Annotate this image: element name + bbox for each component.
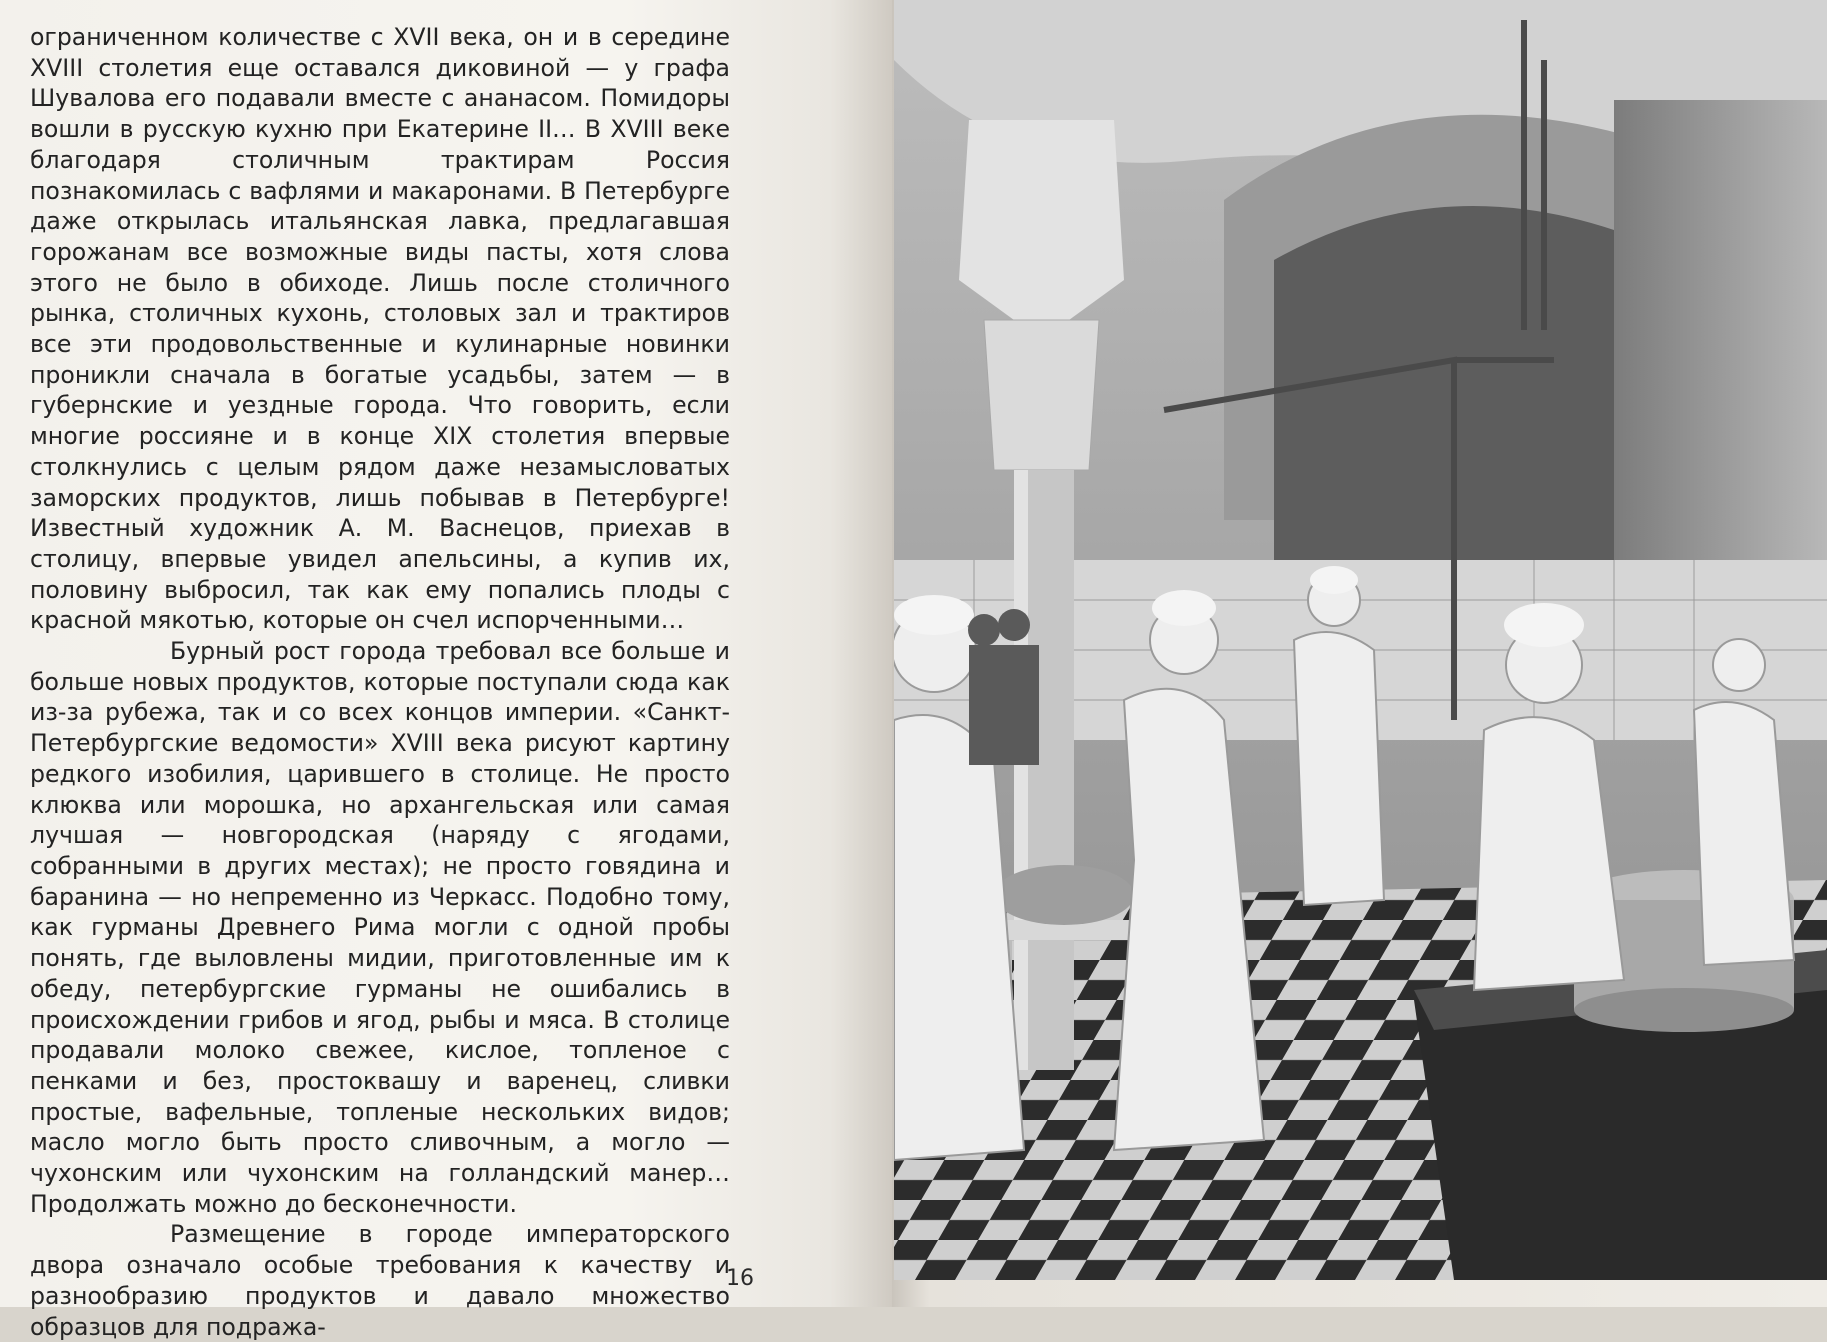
page-number: 16 [726, 1266, 754, 1291]
kitchen-photo-icon [894, 0, 1827, 1280]
body-text [30, 22, 730, 1342]
paragraph-3: Размещение в городе императорского двора означало особые требования к качеству и разнообразию продуктов и давало множество образцов для подража- [30, 1220, 730, 1341]
left-page [0, 0, 892, 1341]
paragraph-1: ограниченном количестве с XVII века, он и в середине XVIII столетия еще оставался диковиной — у графа Шувалова его подавали вместе с ананасом. Помидоры вошли в русскую кухню при Екатерине II… В XVIII веке благодаря столичным трактирам Россия познакомилась с вафлями и макаронами. В Петербурге даже открылась итальянская лавка, предлагавшая горожанам все возможные виды пасты, хотя слова этого не было в обиходе. Лишь после столичного рынка, столичных кухонь, столовых зал и трактиров все эти продовольственные и кулинарные новинки проникли сначала в богатые усадьбы, затем — в губернские и уездные города. Что говорить, если многие россияне и в конце XIX столетия впервые столкнулись с целым рядом даже незамысловатых заморских продуктов, лишь побывав в Петербурге! Известный художник А. М. Васнецов, приехав в столицу, впервые увидел апельсины, а купив их, половину выбросил, так как ему попались плоды с красной мякотью, которые он счел испорченными… [30, 23, 730, 635]
paragraph-2: Бурный рост города требовал все больше и больше новых продуктов, которые поступали сюда как из-за рубежа, так и со всех концов империи. «Санкт-Петербургские ведомости» XVIII века рисуют картину редкого изобилия, царившего в столице. Не просто клюква или морошка, но архангельская или самая лучшая — новгородская (наряду с ягодами, собранными в других местах); не просто говядина и баранина — но непременно из Черкасс. Подобно тому, как гурманы Древнего Рима могли с одной пробы понять, где выловлены мидии, приготовленные им к обеду, петербургские гурманы не ошибались в происхождении грибов и ягод, рыбы и мяса. В столице продавали молоко свежее, кислое, топленое с пенками и без, простоквашу и варенец, сливки простые, вафельные, топленые нескольких видов; масло могло быть просто сливочным, а могло — чухонским или чухонским на голландский манер… Продолжать можно до бесконечности. [30, 637, 730, 1218]
